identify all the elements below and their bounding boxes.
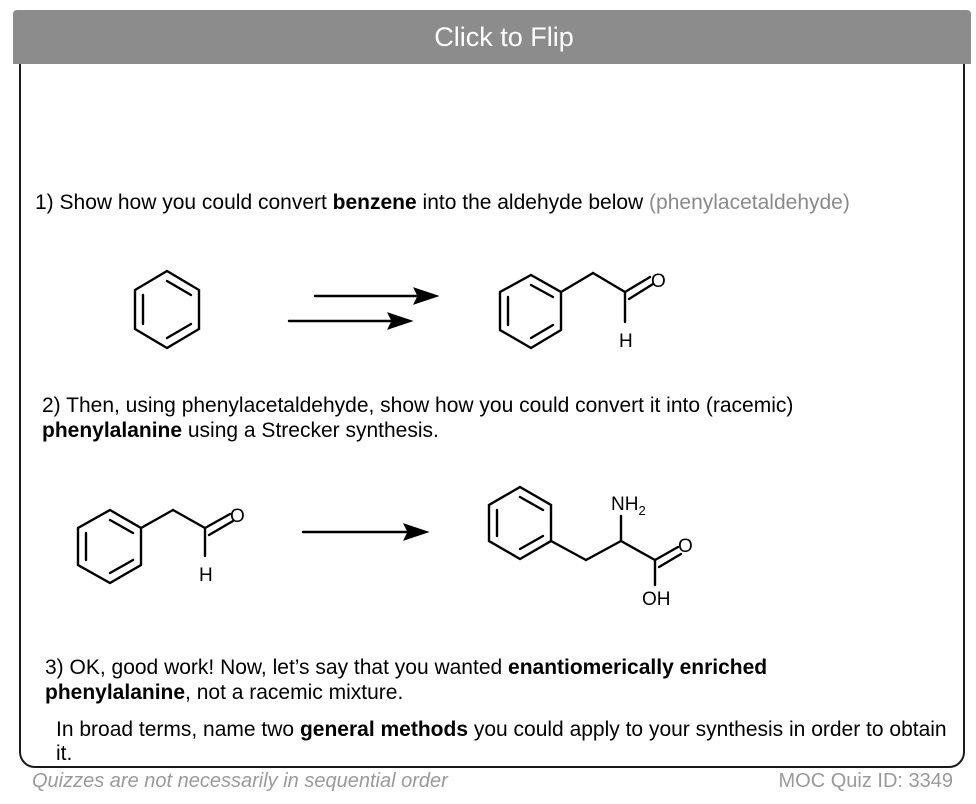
- q1-benzene: benzene: [332, 191, 417, 214]
- q1-prefix: 1) Show how you could convert: [35, 191, 333, 214]
- q4-prefix: In broad terms, name two: [56, 718, 300, 741]
- aldehyde-h-label: H: [619, 331, 633, 352]
- q3-bold1: enantiomerically enriched: [508, 656, 768, 679]
- amine-label: $NH_2$: [611, 494, 646, 518]
- question-3: [45, 655, 945, 705]
- sequence-note: Quizzes are not necessarily in sequential order: [32, 770, 448, 792]
- aldehyde-h-label: H: [199, 565, 213, 586]
- q3-prefix: 3) OK, good work! Now, let’s say that you wanted: [45, 656, 509, 679]
- ch2-bond: [551, 541, 586, 560]
- aldehyde-o-label: O: [651, 271, 666, 292]
- c-cooh-bond: [621, 541, 655, 560]
- q1-phenylacetaldehyde: (phenylacetaldehyde): [649, 191, 850, 214]
- acid-o-label: O: [678, 536, 693, 557]
- q3-rest: , not a racemic mixture.: [185, 681, 404, 704]
- alpha-bond: [586, 541, 621, 560]
- q3-bold2: phenylalanine: [45, 681, 186, 704]
- q2-phenylalanine: phenylalanine: [42, 419, 183, 442]
- q4-bold: general methods: [299, 718, 468, 741]
- acid-oh-label: OH: [642, 589, 671, 610]
- q4-rest: you could apply to your synthesis in order to obtain it.: [56, 718, 947, 765]
- q3-line2: [45, 680, 945, 705]
- question-4: [56, 718, 956, 766]
- q1-middle: into the aldehyde below: [416, 191, 650, 214]
- aldehyde-o-label: O: [230, 506, 245, 527]
- flip-label: Click to Flip: [434, 21, 574, 52]
- q2-line1: 2) Then, using phenylacetaldehyde, show how you could convert it into (racemic): [42, 394, 794, 417]
- q2-rest: using a Strecker synthesis.: [182, 419, 439, 442]
- q3-line1: [45, 655, 945, 680]
- quiz-id: MOC Quiz ID: 3349: [778, 770, 953, 792]
